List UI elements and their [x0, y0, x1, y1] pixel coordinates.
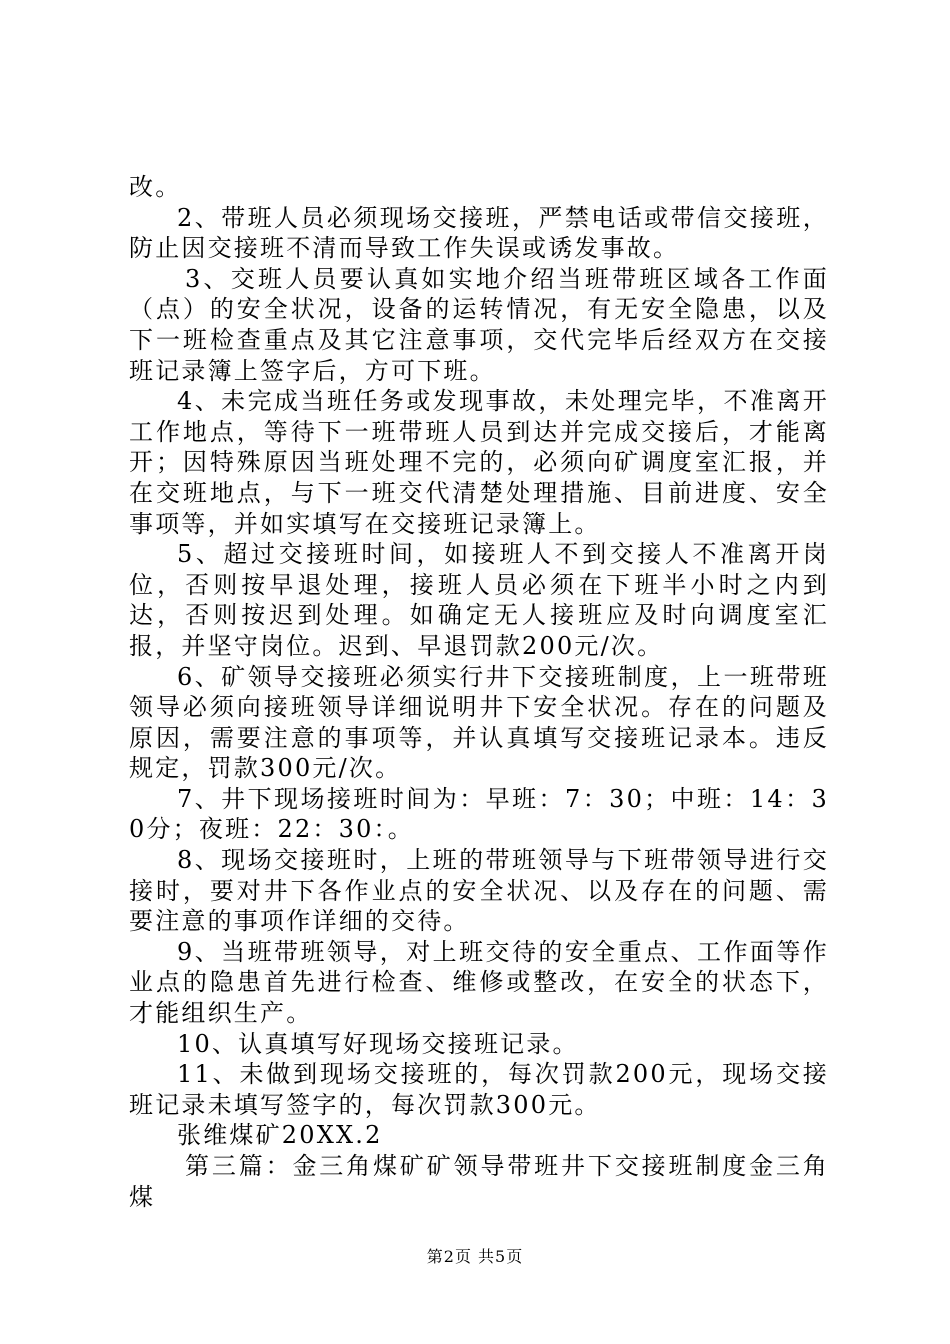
document-body [129, 172, 829, 1212]
paragraph-item-8: 8、现场交接班时，上班的带班领导与下班带领导进行交接时，要对井下各作业点的安全状况、以及存在的问题、需要注意的事项作详细的交待。 [129, 846, 829, 936]
paragraph-item-7: 7、井下现场接班时间为：早班：7：30；中班：14：30分；夜班：22：30：。 [129, 784, 829, 844]
paragraph-item-4: 4、未完成当班任务或发现事故，未处理完毕，不准离开工作地点，等待下一班带班人员到达并完成交接后，才能离开；因特殊原因当班处理不完的，必须向矿调度室汇报，并在交班地点，与下一班交代清楚处理措施、目前进度、安全事项等，并如实填写在交接班记录簿上。 [129, 387, 829, 538]
paragraph-item-6: 6、矿领导交接班必须实行井下交接班制度，上一班带班领导必须向接班领导详细说明井下安全状况。存在的问题及原因，需要注意的事项等，并认真填写交接班记录本。违反规定，罚款300元/次。 [129, 662, 829, 783]
section-heading-part-three: 第三篇：金三角煤矿矿领导带班井下交接班制度金三角煤 [129, 1152, 829, 1211]
paragraph-item-2: 2、带班人员必须现场交接班，严禁电话或带信交接班，防止因交接班不清而导致工作失误或诱发事故。 [129, 203, 829, 263]
paragraph-item-11: 11、未做到现场交接班的，每次罚款200元，现场交接班记录未填写签字的，每次罚款300元。 [129, 1060, 829, 1119]
paragraph-item-10: 10、认真填写好现场交接班记录。 [177, 1029, 579, 1058]
signature-line: 张维煤矿20XX.2 [177, 1121, 383, 1150]
paragraph-item-9: 9、当班带班领导，对上班交待的安全重点、工作面等作业点的隐患首先进行检查、维修或整改，在安全的状态下，才能组织生产。 [129, 937, 829, 1028]
page-number-footer: 第2页 共5页 [426, 1247, 524, 1266]
paragraph-continuation: 改。 [129, 173, 182, 201]
paragraph-item-3: 3、交班人员要认真如实地介绍当班带班区域各工作面（点）的安全状况，设备的运转情况，有无安全隐患，以及下一班检查重点及其它注意事项，交代完毕后经双方在交接班记录簿上签字后，方可下班。 [129, 264, 829, 385]
paragraph-item-5: 5、超过交接班时间，如接班人不到交接人不准离开岗位，否则按早退处理，接班人员必须在下班半小时之内到达，否则按迟到处理。如确定无人接班应及时向调度室汇报，并坚守岗位。迟到、早退罚款200元/次。 [129, 540, 829, 660]
